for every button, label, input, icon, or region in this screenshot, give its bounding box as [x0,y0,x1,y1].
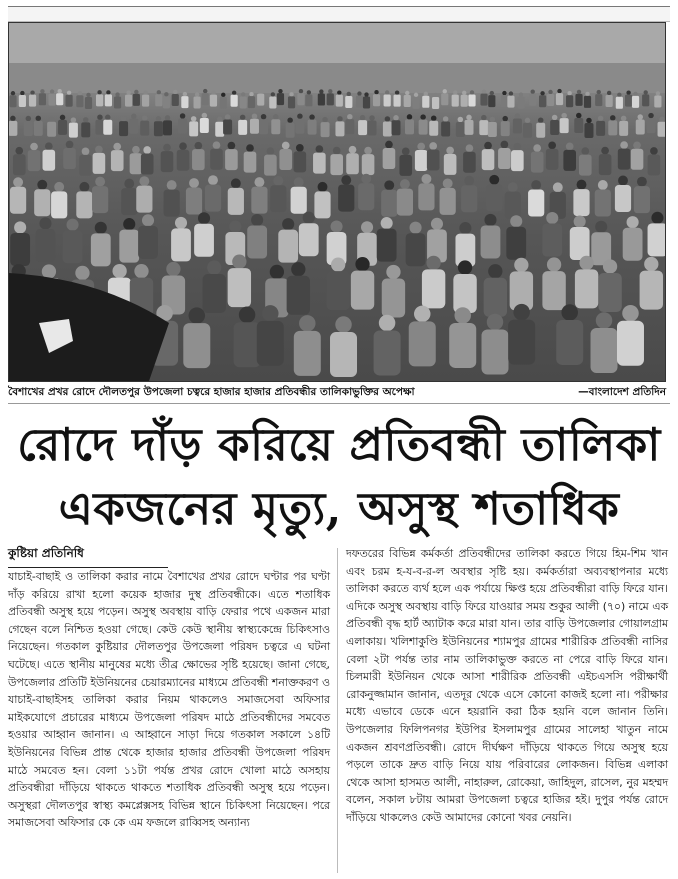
crowd-photo [8,22,666,382]
article-column-right [346,545,668,827]
crowd-photo-illustration [9,23,665,381]
article-text-right: দফতরের বিভিন্ন কর্মকর্তা প্রতিবন্ধীদের তালিকা করতে গিয়ে হিম-শিম খান এবং চরম হ-য-ব-র-ল অবস্থার সৃষ্টি হয়। কর্মকর্তারা অব্যবস্থাপনার মধ্যে তালিকা করতে ব্যর্থ হলে এক পর্যায়ে ক্ষিপ্ত হয়ে প্রতিবন্ধীরা বাড়ি ফিরে যান। এদিকে অসুস্থ অবস্থায় বাড়ি ফিরে যাওয়ার সময় শুকুর আলী (৭০) নামে এক প্রতিবন্ধী বৃদ্ধ হার্ট অ্যাটাক করে মারা যান। তার বাড়ি উপজেলার গোয়ালগ্রাম এলাকায়। খলিশাকুণ্ডি ইউনিয়নের শ্যামপুর গ্রামের শারীরিক প্রতিবন্ধী নাসির বেলা ২টা পর্যন্ত তার নাম তালিকাভুক্ত করতে না পেরে বাড়ি ফিরে যান। চিলমারী ইউনিয়ন থেকে আসা শারীরিক প্রতিবন্ধী এইচএসসি পরীক্ষার্থী রোকনুজ্জামান জানান, এতদূর থেকে এসে কোনো কাজই হলো না। পরীক্ষার মধ্যে এভাবে ডেকে এনে হয়রানি করা ঠিক হয়নি বলে জানান তিনি। উপজেলার ফিলিপনগর ইউপির ইসলামপুর গ্রামের সালেহা খাতুন নামে একজন শ্রবণপ্রতিবন্ধী। রোদে দীর্ঘক্ষণ দাঁড়িয়ে থাকতে গিয়ে অসুস্থ হয়ে পড়লে তাকে দ্রুত বাড়ি নিয়ে যায় পরিবারের লোকজন। বিভিন্ন এলাকা থেকে আসা হাসমত আলী, নাহারুল, রোকেয়া, জাহিদুল, রাসেল, নুর মহম্মদ বলেন, সকাল ৮টায় আমরা উপজেলা চত্বরে হাজির হই। দুপুর পর্যন্ত রোদে দাঁড়িয়ে থাকলেও কেউ আমাদের কোনো খবর নেয়নি। [346,547,668,824]
byline: কুষ্টিয়া প্রতিনিধি [8,545,168,568]
article-text-left: যাচাই-বাছাই ও তালিকা করার নামে বৈশাখের প্রখর রোদে ঘণ্টার পর ঘণ্টা দাঁড় করিয়ে রাখা হলো কয়েক হাজার দুস্থ প্রতিবন্ধীকে। এতে শতাধিক প্রতিবন্ধী অসুস্থ হয়ে পড়েন। অসুস্থ অবস্থায় বাড়ি ফেরার পথে একজন মারা গেছেন বলে নিশ্চিত হওয়া গেছে। কেউ কেউ স্থানীয় স্বাস্থ্যকেন্দ্রে চিকিৎসাও নিয়েছেন। গতকাল কুষ্টিয়ার দৌলতপুর উপজেলা পরিষদ চত্বরে এ ঘটনা ঘটেছে। এতে স্থানীয় মানুষের মধ্যে তীব্র ক্ষোভের সৃষ্টি হয়েছে। জানা গেছে, উপজেলার প্রতিটি ইউনিয়নের চেয়ারম্যানের মাধ্যমে প্রতিবন্ধী শনাক্তকরণ ও যাচাই-বাছাইসহ তালিকা করার নিয়ম থাকলেও সমাজসেবা অফিসার মাইকযোগে প্রচারের মাধ্যমে উপজেলা পরিষদ মাঠে প্রতিবন্ধীদের সমবেত হওয়ার আহ্বান জানান। এ আহ্বানে সাড়া দিয়ে গতকাল সকালে ১৪টি ইউনিয়নের বিভিন্ন প্রান্ত থেকে হাজার হাজার প্রতিবন্ধী উপজেলা পরিষদ মাঠে সমবেত হন। বেলা ১১টা পর্যন্ত প্রখর রোদে খোলা মাঠে অসহায় প্রতিবন্ধীরা দাঁড়িয়ে থাকতে থাকতে শতাধিক প্রতিবন্ধী অসুস্থ হয়ে পড়েন। অসুস্থরা দৌলতপুর স্বাস্থ্য কমপ্লেক্সসহ বিভিন্ন স্থানে চিকিৎসা নিয়েছেন। পরে সমাজসেবা অফিসার কে কে এম ফজলে রাব্বিসহ অন্যান্য [8,570,330,830]
photo-credit: —বাংলাদেশ প্রতিদিন [578,386,666,398]
column-divider [337,548,338,873]
caption-row [8,383,666,401]
headline-line-2: একজনের মৃত্যু, অসুস্থ শতাধিক [58,482,620,535]
top-border [8,6,670,22]
divider [8,403,670,404]
headline-line-1: রোদে দাঁড় করিয়ে প্রতিবন্ধী তালিকা [17,418,661,471]
article-column-left [8,568,330,832]
photo-caption: বৈশাখের প্রখর রোদে দৌলতপুর উপজেলা চত্বরে হাজার হাজার প্রতিবন্ধীর তালিকাভুক্তির অপেক্ষা [8,386,415,398]
